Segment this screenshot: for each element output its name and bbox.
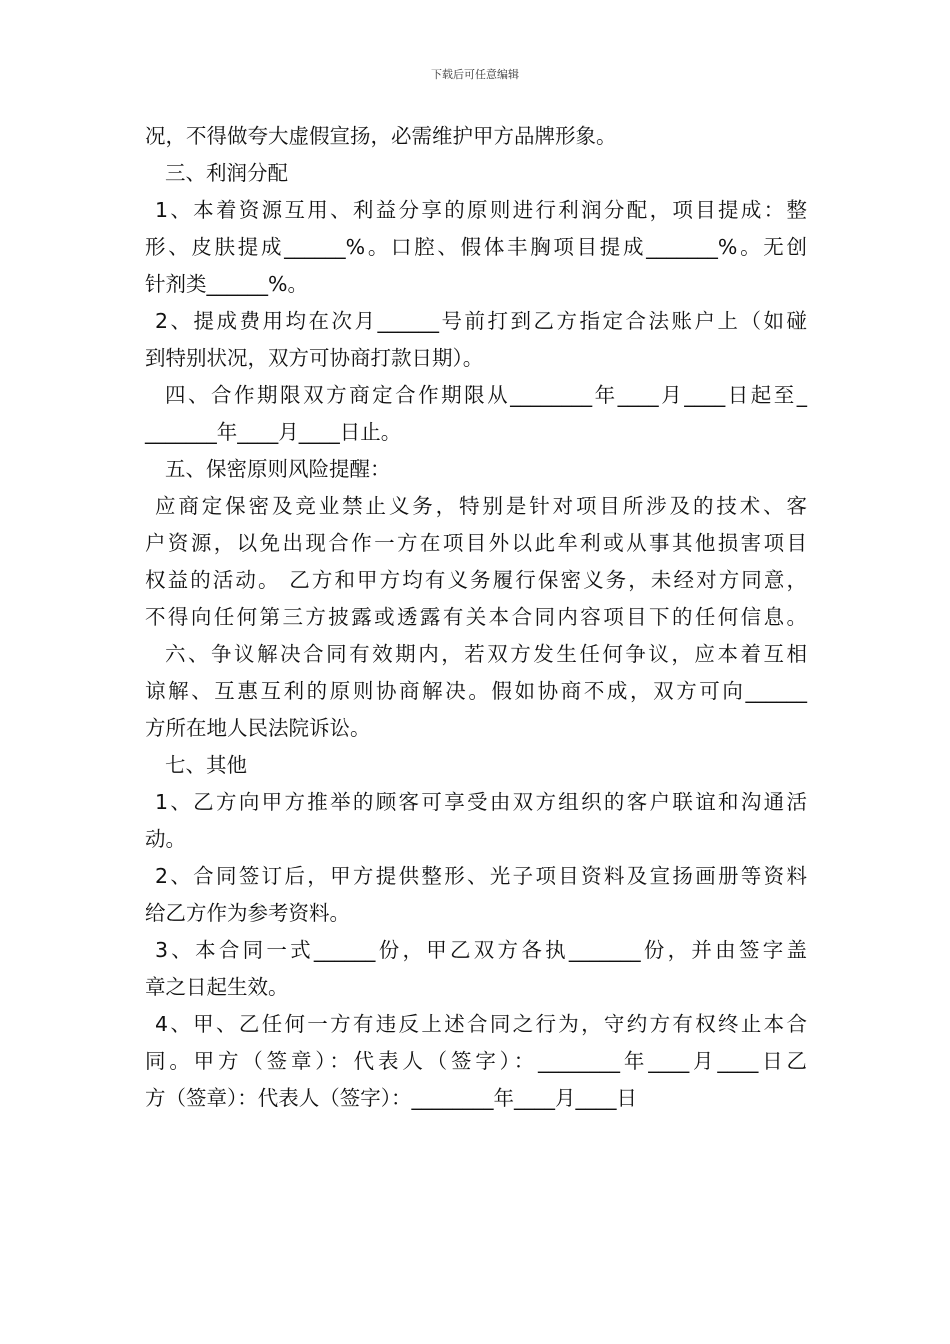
paragraph-line: 权益的活动。 乙方和甲方均有义务履行保密义务，未经对方同意， [145, 568, 807, 592]
paragraph-line: _______年____月____日止。 [145, 420, 402, 444]
paragraph-line: 1、乙方向甲方推举的顾客可享受由双方组织的客户联谊和沟通活 [155, 790, 807, 814]
section-heading: 五、保密原则风险提醒： [165, 457, 391, 481]
signature-line: 同。甲方（签章）：代表人（签字）：________年____月____日乙 [145, 1049, 807, 1073]
paragraph-line: 动。 [145, 827, 186, 851]
paragraph-line: 户资源，以免出现合作一方在项目外以此牟利或从事其他损害项目 [145, 531, 807, 555]
paragraph-line: 方所在地人民法院诉讼。 [145, 716, 371, 740]
document-body [145, 118, 807, 1117]
section-heading: 七、其他 [165, 753, 247, 777]
paragraph-line: 况，不得做夸大虚假宣扬，必需维护甲方品牌形象。 [145, 124, 617, 148]
paragraph-line: 给乙方作为参考资料。 [145, 901, 350, 925]
paragraph-line: 针剂类______%。 [145, 272, 308, 296]
section-heading: 四、合作期限双方商定合作期限从________年____月____日起至_ [165, 383, 807, 407]
page-header: 下载后可任意编辑 [431, 68, 519, 81]
paragraph-line: 1、本着资源互用、利益分享的原则进行利润分配，项目提成：整 [155, 198, 807, 222]
paragraph-line: 4、甲、乙任何一方有违反上述合同之行为，守约方有权终止本合 [155, 1012, 807, 1036]
section-heading: 六、争议解决合同有效期内，若双方发生任何争议，应本着互相 [165, 642, 807, 666]
paragraph-line: 谅解、互惠互利的原则协商解决。假如协商不成，双方可向______ [145, 679, 807, 703]
paragraph-line: 到特别状况，双方可协商打款日期）。 [145, 346, 484, 370]
paragraph-line: 形、皮肤提成______%。口腔、假体丰胸项目提成_______%。无创 [145, 235, 807, 259]
paragraph-line: 2、提成费用均在次月______号前打到乙方指定合法账户上（如碰 [155, 309, 807, 333]
paragraph-line: 2、合同签订后，甲方提供整形、光子项目资料及宣扬画册等资料 [155, 864, 807, 888]
section-heading: 三、利润分配 [165, 161, 288, 185]
paragraph-line: 3、本合同一式______份，甲乙双方各执_______份，并由签字盖 [155, 938, 807, 962]
paragraph-line: 应商定保密及竞业禁止义务，特别是针对项目所涉及的技术、客 [155, 494, 807, 518]
signature-line: 方（签章）：代表人（签字）：________年____月____日 [145, 1086, 637, 1110]
paragraph-line: 不得向任何第三方披露或透露有关本合同内容项目下的任何信息。 [145, 605, 807, 629]
paragraph-line: 章之日起生效。 [145, 975, 289, 999]
